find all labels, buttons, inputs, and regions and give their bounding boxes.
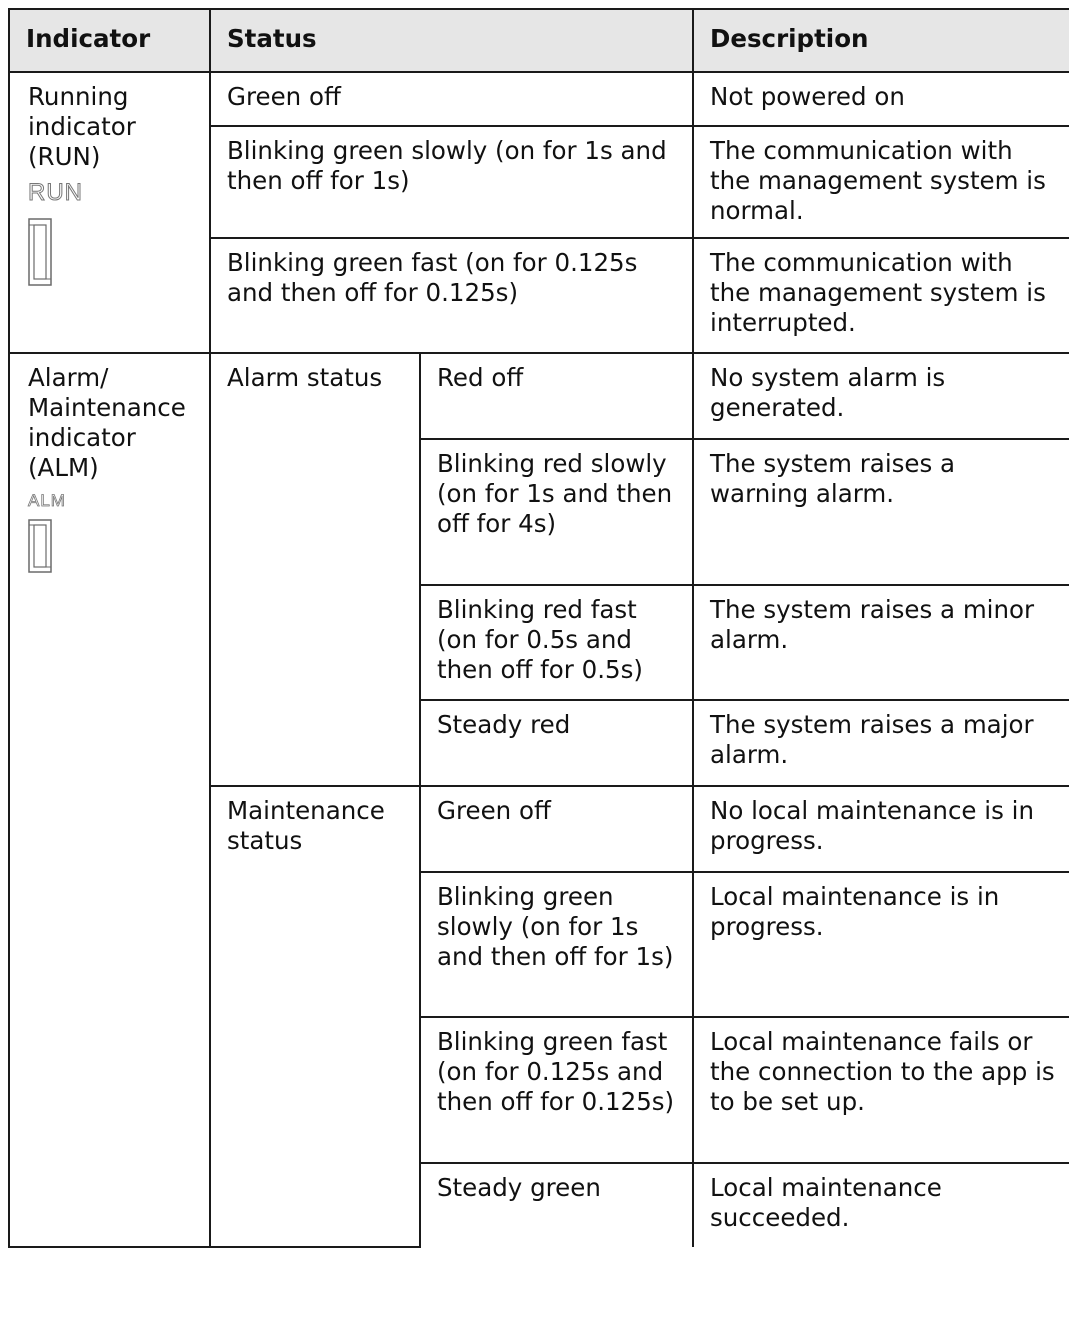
alm-indicator-cell: [9, 353, 210, 1247]
alm-led-label: ALM: [28, 491, 66, 510]
indicator-table: [8, 8, 1069, 1248]
status-cell: Blinking green slowly (on for 1s and then off for 1s): [420, 872, 693, 1017]
description-cell: Not powered on: [693, 72, 1069, 126]
header-indicator: Indicator: [9, 9, 210, 72]
description-cell: The communication with the management system is normal.: [693, 126, 1069, 238]
status-cell: Steady green: [420, 1163, 693, 1247]
alarm-status-group: Alarm status: [210, 353, 420, 786]
run-indicator-name: Running indicator (RUN): [28, 82, 136, 171]
description-cell: Local maintenance is in progress.: [693, 872, 1069, 1017]
alm-led-icon: [28, 519, 52, 573]
status-cell: Steady red: [420, 700, 693, 786]
status-cell: Blinking green slowly (on for 1s and then off for 1s): [210, 126, 693, 238]
table-row: [9, 72, 1069, 126]
status-cell: Blinking green fast (on for 0.125s and then off for 0.125s): [210, 238, 693, 353]
description-cell: Local maintenance succeeded.: [693, 1163, 1069, 1247]
maintenance-status-group: Maintenance status: [210, 786, 420, 1247]
status-cell: Green off: [210, 72, 693, 126]
run-indicator-cell: [9, 72, 210, 353]
status-cell: Green off: [420, 786, 693, 872]
description-cell: The system raises a minor alarm.: [693, 585, 1069, 700]
status-cell: Blinking green fast (on for 0.125s and then off for 0.125s): [420, 1017, 693, 1163]
description-cell: No system alarm is generated.: [693, 353, 1069, 439]
header-status: Status: [210, 9, 693, 72]
alm-indicator-name: Alarm/ Maintenance indicator (ALM): [28, 363, 186, 482]
header-description: Description: [693, 9, 1069, 72]
status-cell: Red off: [420, 353, 693, 439]
table-row: [9, 353, 1069, 439]
run-led-label: RUN: [28, 179, 83, 206]
description-cell: The communication with the management system is interrupted.: [693, 238, 1069, 353]
description-cell: The system raises a warning alarm.: [693, 439, 1069, 585]
description-cell: The system raises a major alarm.: [693, 700, 1069, 786]
description-cell: Local maintenance fails or the connection to the app is to be set up.: [693, 1017, 1069, 1163]
status-cell: Blinking red slowly (on for 1s and then off for 4s): [420, 439, 693, 585]
run-led-icon: [28, 218, 52, 286]
table-header-row: [9, 9, 1069, 72]
status-cell: Blinking red fast (on for 0.5s and then off for 0.5s): [420, 585, 693, 700]
description-cell: No local maintenance is in progress.: [693, 786, 1069, 872]
